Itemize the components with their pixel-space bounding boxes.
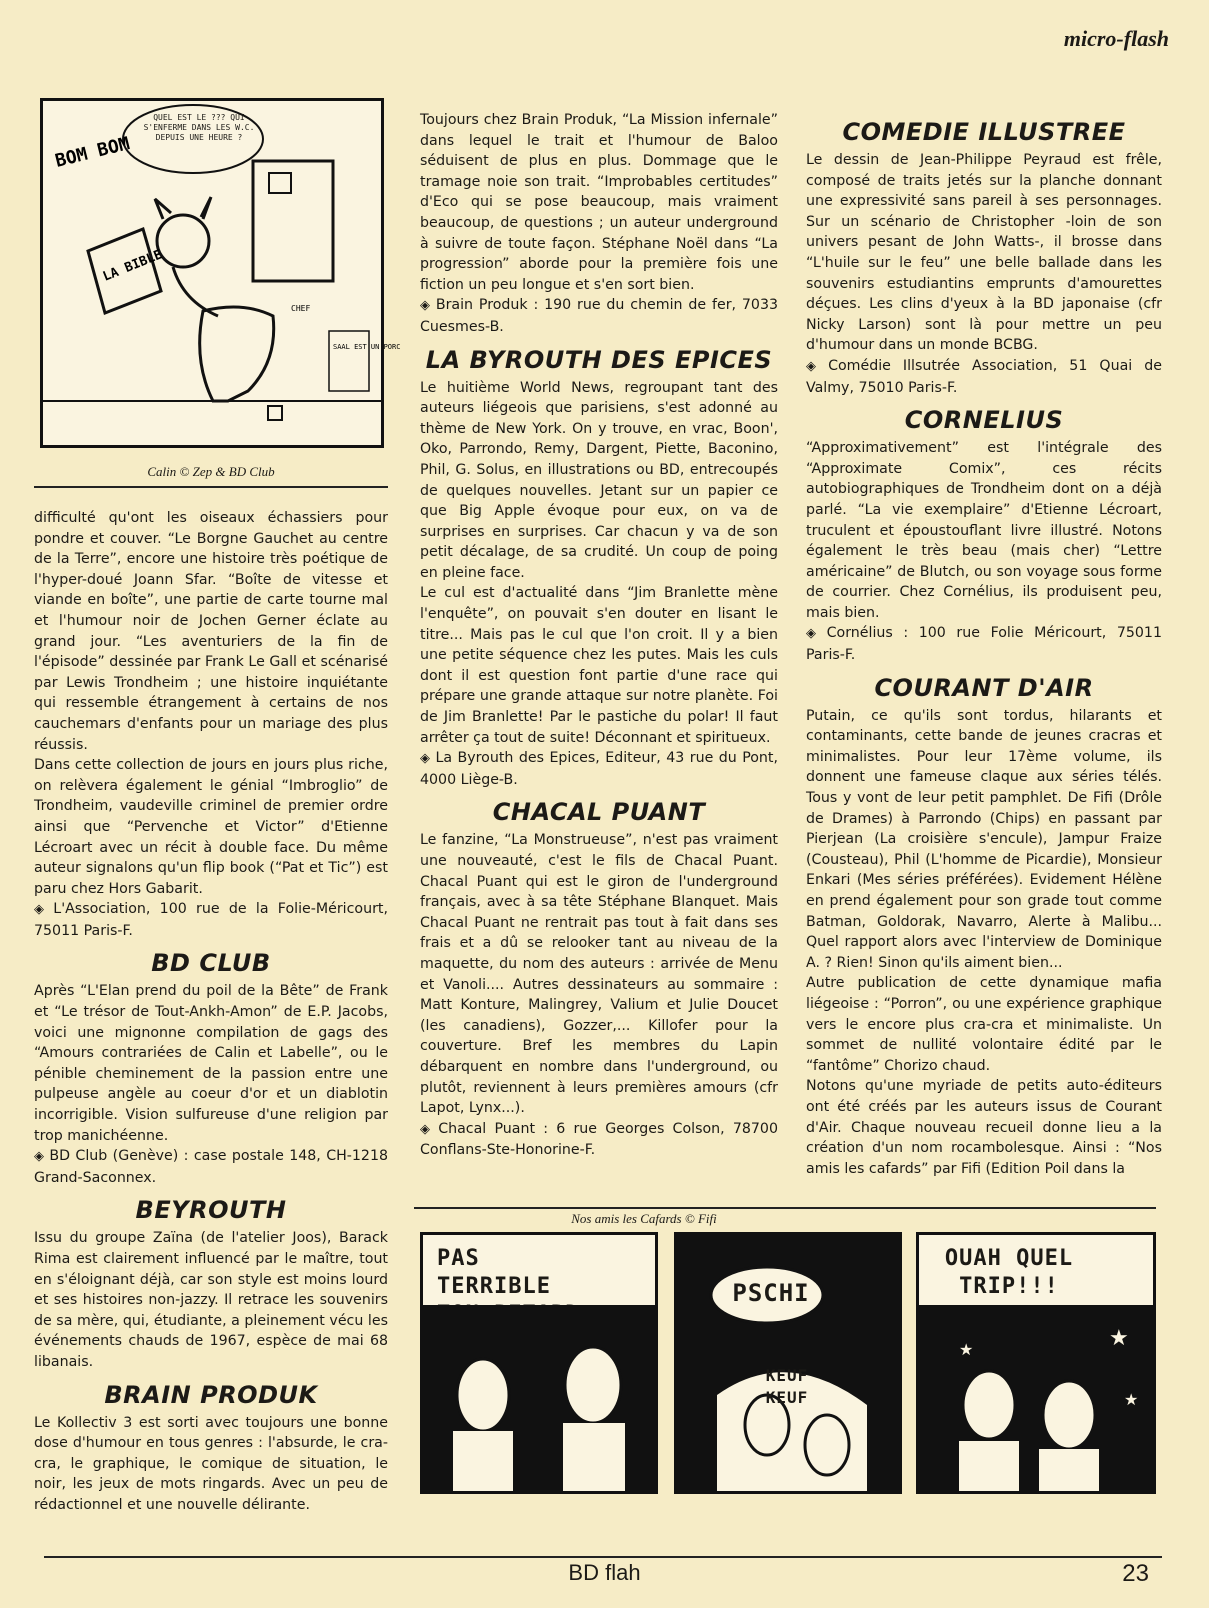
address: ◈ Chacal Puant : 6 rue Georges Colson, 78700 Conflans-Ste-Honorine-F.	[420, 1120, 778, 1159]
section-heading: COMEDIE ILLUSTREE	[842, 118, 1126, 146]
panel-1-drawing	[423, 1235, 655, 1491]
diamond-icon: ◈	[806, 358, 816, 374]
address: ◈ L'Association, 100 rue de la Folie-Méricourt, 75011 Paris-F.	[34, 901, 389, 939]
paragraph: Le dessin de Jean-Philippe Peyraud est frêle, composé de traits jetés sur la planche donnant une expressivité sans pareil à ses personnages. Sur un scénario de Christopher -loin de son univers pesant de John Watts-, il brosse dans “L'huile sur le feu” une belle ballade dans les souvenirs estudiantins emprunts d'amourettes déçues. Les clins d'yeux à la BD japonaise (cfr Nicky Larson) sont là pour mettre un peu d'humour dans un monde BCBG.	[806, 152, 1162, 354]
paragraph: Issu du groupe Zaïna (de l'atelier Joos), Barack Rima est clairement influencé par le maître, tout en s'éloignant déjà, car son style est moins lourd et ses histoires non-jazzy. Il retrace les souvenirs de sa mère, qui, étudiante, a pleinement vécu les événements chauds de 1967, espèce de mai 68 libanais.	[34, 1230, 388, 1370]
sign-chef: CHEF	[291, 304, 311, 313]
paragraph: Le Kollectiv 3 est sorti avec toujours une bonne dose d'humour en tous genres : l'absurde, le cra-cra, le graphique, le comique de situation, le noir, les jeux de mots ringards. Avec un peu de rédactionnel et une nouvelle délirante.	[34, 1414, 388, 1513]
diamond-icon: ◈	[420, 1121, 430, 1137]
panel-1-speech: PAS TERRIBLE	[437, 1246, 551, 1299]
panel-3-speech: OUAH QUEL TRIP!!!	[944, 1246, 1074, 1299]
diamond-icon: ◈	[420, 298, 430, 314]
comic-top-left	[40, 98, 401, 448]
strip-caption: Nos amis les Cafards © Fifi	[571, 1211, 717, 1226]
section-heading: CORNELIUS	[904, 406, 1064, 435]
panel-2-speech: PSCHI	[732, 1279, 810, 1307]
column-2	[420, 110, 778, 1161]
page-header: micro-flash	[1063, 26, 1169, 51]
svg-text:★: ★	[959, 1340, 974, 1359]
paragraph: Après “L'Elan prend du poil de la Bête” de Frank et “Le trésor de Tout-Ankh-Amon” de E.P. Jacobs, voici une mignonne compilation de gags des “Amours contrariées de Calin et Labelle”, ou le pénible cheminement de la passion entre une pulpeuse angèle au coeur d'or et un diablotin incorrigible. Vision sulfureuse d'une religion par trop manichéenne.	[34, 983, 388, 1144]
sign-saal: SAAL EST UN PORC	[333, 343, 401, 351]
comic-caption: Calin © Zep & BD Club	[147, 464, 275, 479]
diamond-icon: ◈	[420, 751, 430, 767]
page-number: 23	[1122, 1560, 1149, 1587]
comic-drawing	[43, 101, 401, 445]
diamond-icon: ◈	[806, 626, 816, 642]
section-heading: COURANT D'AIR	[874, 673, 1094, 702]
magazine-name: BD flah	[568, 1560, 641, 1585]
address: ◈ Comédie Illsutrée Association, 51 Quai de Valmy, 75010 Paris-F.	[806, 357, 1162, 396]
comic-speech: QUEL EST LE ??? QUI S'ENFERME DANS LES W.C. DEPUIS UNE HEURE ?	[143, 113, 255, 142]
paragraph: Toujours chez Brain Produk, “La Mission infernale” dans lequel le trait et l'humour de Baloo séduisent de plus en plus. Dommage que le tramage noie son trait. “Improbables certitudes” d'Eco qui se pose beaucoup, mais vraiment beaucoup, de questions ; un auteur underground à suivre de toute façon. Stéphane Noël dans “La progression” aborde pour la première fois une fiction un peu longue et s'en sort bien.	[420, 112, 778, 293]
section-heading: BRAIN PRODUK	[104, 1380, 318, 1409]
svg-text:★: ★	[1109, 1326, 1129, 1351]
address: ◈ Brain Produk : 190 rue du chemin de fer, 7033 Cuesmes-B.	[420, 297, 778, 335]
column-1	[34, 508, 388, 1516]
strip-panel-1	[420, 1232, 658, 1494]
comic-rule	[34, 486, 388, 488]
section-heading: LA BYROUTH DES EPICES	[425, 345, 773, 374]
paragraph: Autre publication de cette dynamique mafia liégeoise : “Porron”, ou une expérience graphique vers le encore plus cra-cra et minimaliste. Un sommet de nullité volontaire édité par le “fantôme” Chorizo chaud.	[806, 975, 1162, 1074]
strip-rule	[414, 1207, 1156, 1209]
paragraph: Le huitième World News, regroupant tant des auteurs liégeois que parisiens, s'est adonné au thème de New York. On y trouve, en vrac, Boon', Oko, Parrondo, Remy, Dargent, Piette, Baconino, Phil, G. Solus, en illustrations ou BD, entrecoupés de quelques nouvelles. Jetant sur un papier ce que Big Apple évoque pour eux, on va de surprises en surprises. Car chacun y va de son petit décalage, de sa crudité. Un coup de poing en pleine face.	[420, 379, 778, 581]
diamond-icon: ◈	[34, 902, 44, 918]
strip-panel-2	[674, 1232, 902, 1494]
paragraph: Notons qu'une myriade de petits auto-éditeurs ont été créés par les auteurs issus de Courant d'Air. Chaque nouveau recueil donne lieu a la création d'un nom rocambolesque. Ainsi : “Nos amis les cafards” par Fifi (Edition Poil dans la	[806, 1078, 1162, 1177]
sfx-bom: BOM BOM	[53, 133, 132, 172]
diamond-icon: ◈	[34, 1149, 44, 1165]
paragraph: “Approximativement” est l'intégrale des “Approximate Comix”, ces récits autobiographiques de Trondheim dont on a déjà parlé. “La vie exemplaire” d'Etienne Lécroart, truculent et époustouflant livre illustré. Notons également le très beau (mais cher) “Lettre américaine” de Blutch, ou son voyage sous forme de courrier. Chez Cornélius, ils produisent peu, mais bien.	[806, 440, 1162, 621]
panel-2-drawing	[677, 1235, 899, 1491]
section-heading: BD CLUB	[151, 949, 271, 978]
address: ◈ La Byrouth des Epices, Editeur, 43 rue du Pont, 4000 Liège-B.	[420, 750, 778, 788]
paragraph: Le fanzine, “La Monstrueuse”, n'est pas vraiment une nouveauté, c'est le fils de Chacal Puant. Chacal Puant qui est le giron de l'underground français, avec à sa tête Stéphane Blanquet. Mais Chacal Puant ne rentrait pas tout à fait dans ses frais et a dû se relooker tant au niveau de la maquette, du nom des auteurs : arrivée de Menu et Vanoli.... Autres dessinateurs au sommaire : Matt Konture, Malingrey, Valium et Julie Doucet (les canadiens), Gozzer,... Killofer pour la couverture. Bref les membres du Lapin débarquent en nombre dans l'underground, ou plutôt, reviennent à leurs premières amours (cfr Lapot, Lynx...).	[420, 832, 778, 1117]
paragraph: difficulté qu'ont les oiseaux échassiers pour pondre et couver. “Le Borgne Gauchet au centre de la Terre”, encore une histoire très poétique de l'hyper-doué Joann Sfar. “Boîte de vitesse et viande en boîte”, une partie de carte tourne mal et l'humour noir de Jochen Gerner éclate au grand jour. “Les aventuriers de la fin de l'épisode” dessinée par Frank Le Gall et scénarisé par Lewis Trondheim ; une histoire inquiétante qui ressemble étrangement à certains de nos cauchemars d'enfants pour un mariage des plus réussis.	[34, 510, 388, 753]
section-heading: CHACAL PUANT	[492, 798, 706, 827]
svg-text:★: ★	[1124, 1390, 1139, 1409]
column-3	[806, 118, 1162, 1179]
paragraph: Dans cette collection de jours en jours plus riche, on relèvera également le génial “Imbroglio” de Trondheim, vaudeville criminel de premier ordre ainsi que “Pervenche et Victor” d'Etienne Lécroart avec un récit à double face. Du même auteur signalons qu'un flip book (“Pat et Tic”) est paru chez Hors Gabarit.	[34, 757, 388, 897]
strip-panel-3	[916, 1232, 1156, 1494]
footer-rule	[44, 1556, 1162, 1558]
paragraph: Putain, ce qu'ils sont tordus, hilarants et contaminants, cette bande de jeunes cracras et minimalistes. Pour leur 17ème volume, ils donnent une fameuse claque aux séries télés. Tous y vont de leur petit pamphlet. De Fifi (Drôle de Drames) à Parrondo (Chips) en passant par Pierjean (La croisière s'encule), Jampur Fraize (Cousteau), Phil (L'homme de Picardie), Monsieur Enkari (Mes séries préférées). Evidement Hélène en prend également pour son grade tout comme Batman, Goldorak, Navarro, Alerte à Malibu... Quel rapport alors avec l'interview de Dominique A. ? Rien! Sinon qu'ils aiment bien...	[806, 707, 1162, 971]
address: ◈ Cornélius : 100 rue Folie Méricourt, 75011 Paris-F.	[806, 625, 1162, 664]
panel-2-sfx: KEUF KEUF	[765, 1366, 809, 1407]
section-heading: BEYROUTH	[135, 1196, 287, 1225]
paragraph: Le cul est d'actualité dans “Jim Branlette mène l'enquête”, on pouvait s'en douter en lisant le titre... Mais pas le cul que l'on croit. Il y a bien une petite séquence chez les putes. Mais les culs dont il est question font partie d'une race qui prépare une grande attaque sur notre planète. Foi de Jim Branlette! Par le pastiche du polar! Il faut arrêter ça tout de suite! Déconnant et spiritueux.	[420, 585, 778, 746]
bible-label: LA BIBLE	[100, 247, 165, 285]
address: ◈ BD Club (Genève) : case postale 148, CH-1218 Grand-Saconnex.	[34, 1148, 389, 1186]
